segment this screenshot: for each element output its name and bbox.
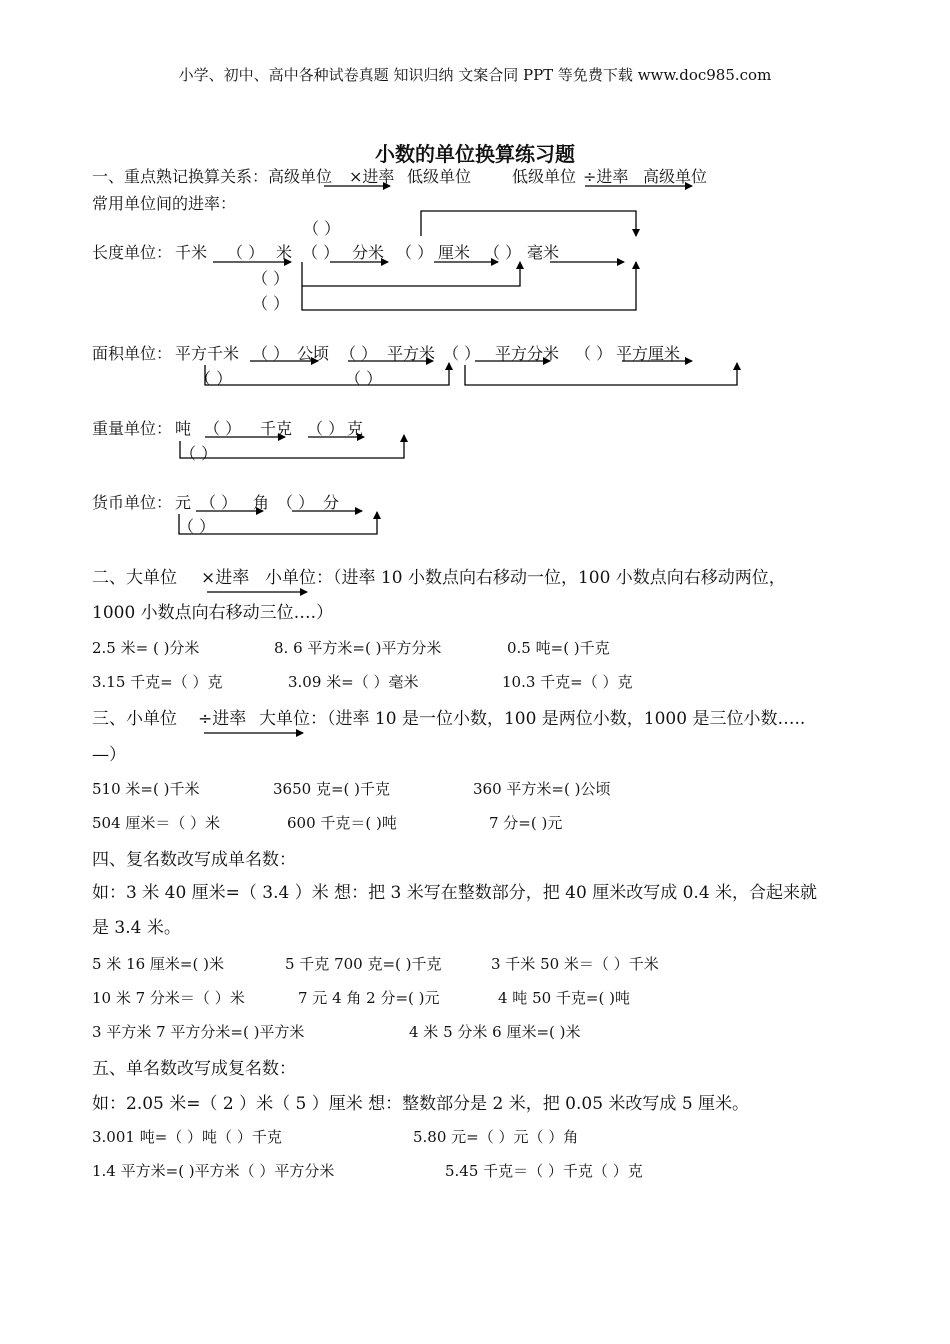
area-blank: （ ） bbox=[575, 344, 613, 363]
sec4-item: 4 吨 50 千克=( )吨 bbox=[498, 989, 630, 1007]
sec3-item: 510 米=( )千米 bbox=[92, 780, 200, 798]
sec5-example: 如：2.05 米=（ 2 ）米（ 5 ）厘米 想：整数部分是 2 米，把 0.05 米改写成 5 厘米。 bbox=[92, 1094, 750, 1114]
sec2-head-b: ×进率 bbox=[201, 568, 250, 588]
sec5-item: 5.80 元=（ ）元（ ）角 bbox=[413, 1128, 579, 1146]
area-connector bbox=[465, 363, 737, 385]
sec3-item: 3650 克=( )千克 bbox=[273, 780, 390, 798]
money-unit-jiao: 角 bbox=[253, 493, 270, 512]
money-label: 货币单位： bbox=[92, 493, 173, 512]
weight-blank-below: （ ） bbox=[180, 444, 218, 463]
sec4-item: 3 千米 50 米＝（ ）千米 bbox=[491, 955, 659, 973]
sec4-example-cont: 是 3.4 米。 bbox=[92, 918, 181, 938]
sec3-head-d: —） bbox=[92, 745, 126, 765]
length-blank: （ ） bbox=[302, 243, 340, 262]
sec2-item: 3.15 千克=（ ）克 bbox=[92, 673, 223, 691]
length-unit-mm: 毫米 bbox=[527, 243, 560, 262]
length-blank: （ ） bbox=[396, 243, 434, 262]
sec5-item: 5.45 千克＝（ ）千克（ ）克 bbox=[445, 1162, 643, 1180]
area-unit-ha: 公顷 bbox=[297, 344, 330, 363]
sec5-item: 1.4 平方米=( )平方米（ ）平方分米 bbox=[92, 1162, 335, 1180]
money-blank: （ ） bbox=[277, 493, 315, 512]
length-blank-below: （ ） bbox=[252, 294, 290, 313]
sec4-item: 5 千克 700 克=( )千克 bbox=[285, 955, 442, 973]
page-header: 小学、初中、高中各种试卷真题 知识归纳 文案合同 PPT 等免费下载 www.doc985.com bbox=[178, 66, 772, 84]
sec1-rates-intro: 常用单位间的进率： bbox=[92, 194, 237, 213]
area-blank: （ ） bbox=[340, 344, 378, 363]
area-unit-km2: 平方千米 bbox=[175, 344, 240, 363]
sec5-head: 五、单名数改写成复名数： bbox=[92, 1059, 296, 1079]
weight-unit-t: 吨 bbox=[175, 419, 192, 438]
length-unit-m: 米 bbox=[276, 243, 293, 262]
sec1-div-label: ÷进率 bbox=[583, 167, 629, 186]
length-blank: （ ） bbox=[484, 243, 522, 262]
area-unit-m2: 平方米 bbox=[387, 344, 436, 363]
area-blank: （ ） bbox=[443, 344, 481, 363]
area-blank-below: （ ） bbox=[345, 369, 383, 388]
sec2-item: 8. 6 平方米=( )平方分米 bbox=[274, 639, 442, 657]
area-unit-cm2: 平方厘米 bbox=[616, 344, 681, 363]
area-label: 面积单位： bbox=[92, 344, 173, 363]
money-unit-fen: 分 bbox=[323, 493, 340, 512]
sec2-head-d: 1000 小数点向右移动三位….） bbox=[92, 603, 334, 623]
sec5-item: 3.001 吨=（ ）吨（ ）千克 bbox=[92, 1128, 282, 1146]
money-blank-below: （ ） bbox=[178, 517, 216, 536]
length-unit-cm: 厘米 bbox=[438, 243, 471, 262]
area-blank-below: （ ） bbox=[195, 369, 233, 388]
sec2-item: 10.3 千克=（ ）克 bbox=[502, 673, 633, 691]
length-label: 长度单位： bbox=[92, 243, 173, 262]
area-unit-dm2: 平方分米 bbox=[495, 344, 560, 363]
sec4-item: 7 元 4 角 2 分=( )元 bbox=[298, 989, 440, 1007]
money-connector bbox=[179, 512, 377, 534]
page-title: 小数的单位换算练习题 bbox=[375, 142, 575, 166]
sec3-item: 7 分=( )元 bbox=[489, 814, 563, 832]
sec3-item: 600 千克＝( )吨 bbox=[287, 814, 397, 832]
sec2-item: 3.09 米=（ ）毫米 bbox=[288, 673, 419, 691]
sec1-mul-label: ×进率 bbox=[349, 167, 395, 186]
sec2-item: 0.5 吨=( )千克 bbox=[507, 639, 610, 657]
length-unit-dm: 分米 bbox=[352, 243, 385, 262]
area-blank: （ ） bbox=[252, 344, 290, 363]
length-connector bbox=[421, 211, 636, 236]
area-connector bbox=[205, 363, 449, 385]
weight-unit-g: 克 bbox=[347, 419, 364, 438]
sec2-item: 2.5 米= ( )分米 bbox=[92, 639, 200, 657]
sec4-item: 5 米 16 厘米=( )米 bbox=[92, 955, 224, 973]
sec1-low2-label: 低级单位 bbox=[512, 167, 577, 186]
sec4-item: 4 米 5 分米 6 厘米=( )米 bbox=[409, 1023, 581, 1041]
sec1-high-label: 高级单位 bbox=[643, 167, 708, 186]
sec3-item: 360 平方米=( )公顷 bbox=[473, 780, 611, 798]
weight-blank: （ ） bbox=[204, 419, 242, 438]
sec3-head-a: 三、小单位 bbox=[92, 709, 177, 729]
sec1-lead: 一、重点熟记换算关系：高级单位 bbox=[92, 167, 333, 186]
sec3-head-b: ÷进率 bbox=[198, 709, 247, 729]
sec2-head-a: 二、大单位 bbox=[92, 568, 177, 588]
sec4-item: 3 平方米 7 平方分米=( )平方米 bbox=[92, 1023, 305, 1041]
weight-label: 重量单位： bbox=[92, 419, 173, 438]
weight-unit-kg: 千克 bbox=[260, 419, 293, 438]
weight-connector bbox=[180, 435, 404, 458]
sec3-head-c: 大单位：（进率 10 是一位小数，100 是两位小数，1000 是三位小数….. bbox=[259, 709, 806, 729]
length-blank: （ ） bbox=[227, 243, 265, 262]
money-unit-yuan: 元 bbox=[175, 493, 192, 512]
length-blank-below: （ ） bbox=[252, 269, 290, 288]
length-blank-top: （ ） bbox=[303, 219, 341, 238]
sec2-head-c: 小单位：（进率 10 小数点向右移动一位，100 小数点向右移动两位， bbox=[265, 568, 786, 588]
sec1-low-label: 低级单位 bbox=[407, 167, 472, 186]
length-unit-km: 千米 bbox=[175, 243, 208, 262]
sec4-head: 四、复名数改写成单名数： bbox=[92, 850, 296, 870]
sec4-example: 如：3 米 40 厘米=（ 3.4 ）米 想：把 3 米写在整数部分，把 40 厘米改写成 0.4 米，合起来就 bbox=[92, 883, 818, 903]
weight-blank: （ ） bbox=[307, 419, 345, 438]
length-connector bbox=[302, 262, 520, 286]
sec3-item: 504 厘米＝（ ）米 bbox=[92, 814, 221, 832]
sec4-item: 10 米 7 分米＝（ ）米 bbox=[92, 989, 245, 1007]
money-blank: （ ） bbox=[200, 493, 238, 512]
